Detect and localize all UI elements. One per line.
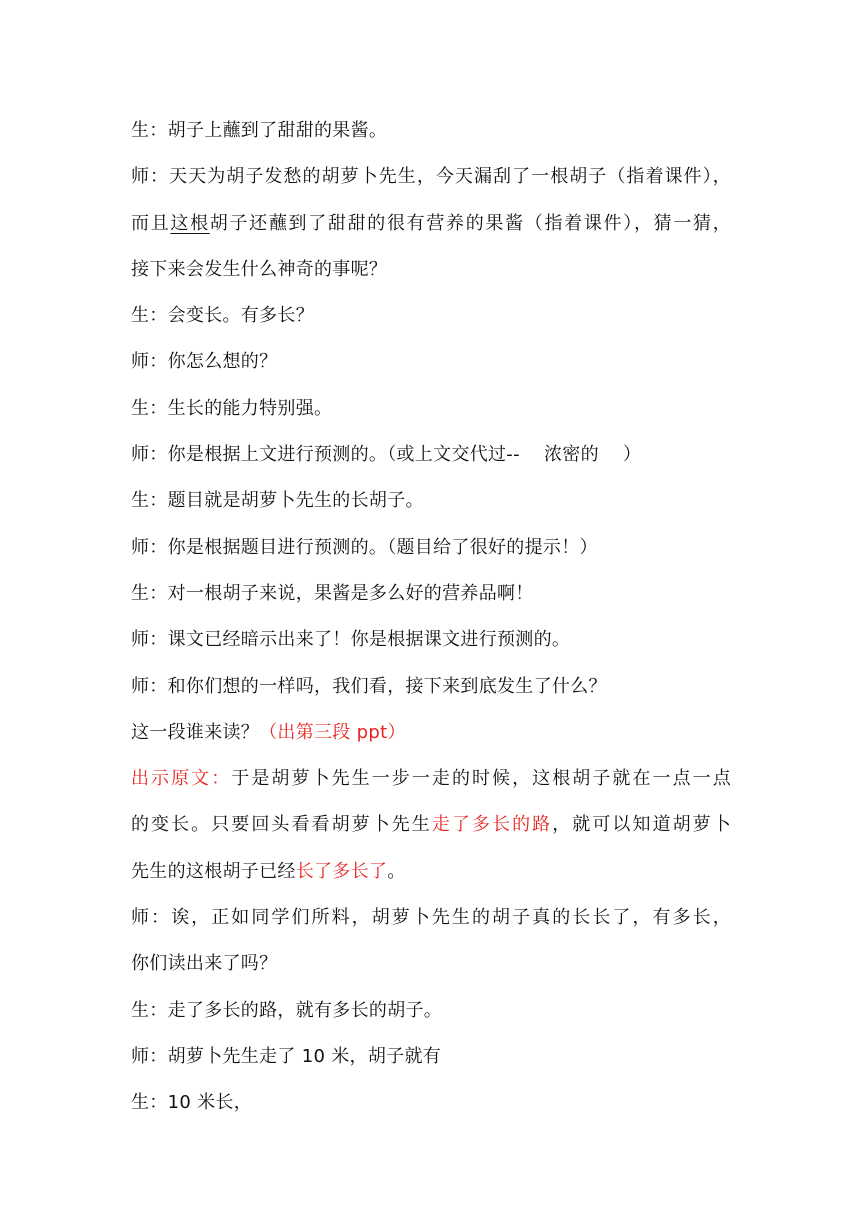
paragraph-line xyxy=(131,293,731,339)
paragraph-line xyxy=(131,339,731,385)
text-run: 生：生长的能力特别强。 xyxy=(131,397,333,419)
paragraph-line xyxy=(131,1080,731,1126)
text-run: 胡子还蘸到了甜甜的很有营养的果酱（指着课件），猜一猜， xyxy=(209,212,731,234)
paragraph-line xyxy=(131,571,731,617)
paragraph-line xyxy=(131,247,731,293)
text-run: 师：你是根据上文进行预测的。（或上文交代过-- 浓密的 ） xyxy=(131,444,642,466)
paragraph-line xyxy=(131,710,731,756)
red-highlight: 长了多长了 xyxy=(295,860,388,882)
text-run: 生：对一根胡子来说，果酱是多么好的营养品啊！ xyxy=(131,582,534,604)
paragraph-line xyxy=(131,386,731,432)
paragraph-line xyxy=(131,941,731,987)
paragraph-line xyxy=(131,988,731,1034)
text-run: 这一段谁来读？ xyxy=(131,721,260,743)
text-run: 的变长。只要回头看看胡萝卜先生 xyxy=(131,814,432,836)
paragraph-line xyxy=(131,849,731,895)
paragraph-line xyxy=(131,154,731,200)
text-run: 生：胡子上蘸到了甜甜的果酱。 xyxy=(131,120,388,141)
text-run: ，就可以知道胡萝卜 xyxy=(552,814,731,836)
text-run: 而且 xyxy=(131,212,171,234)
text-run: 生：走了多长的路，就有多长的胡子。 xyxy=(131,999,443,1021)
paragraph-line xyxy=(131,802,731,848)
text-run: 师：你怎么想的？ xyxy=(131,351,278,373)
paragraph-line xyxy=(131,525,731,571)
document-body xyxy=(131,108,731,1127)
text-run: 师：胡萝卜先生走了 10 米，胡子就有 xyxy=(131,1045,442,1067)
text-run: 生：10 米长， xyxy=(131,1092,253,1114)
text-run: 师：天天为胡子发愁的胡萝卜先生，今天漏刮了一根胡子（指着课件）， xyxy=(131,166,731,188)
paragraph-line xyxy=(131,478,731,524)
paragraph-line xyxy=(131,664,731,710)
paragraph-line xyxy=(131,756,731,802)
text-run: 生：会变长。有多长？ xyxy=(131,305,314,327)
text-run: 接下来会发生什么神奇的事呢？ xyxy=(131,258,388,280)
text-run: 师：课文已经暗示出来了！你是根据课文进行预测的。 xyxy=(131,629,571,651)
paragraph-line xyxy=(131,432,731,478)
paragraph-line xyxy=(131,895,731,941)
paragraph-line xyxy=(131,617,731,663)
paragraph-line xyxy=(131,201,731,247)
red-highlight: 走了多长的路 xyxy=(431,814,553,836)
underlined-text: 这根 xyxy=(170,212,210,234)
red-label: 出示原文： xyxy=(131,768,232,790)
text-run: 师：你是根据题目进行预测的。（题目给了很好的提示！） xyxy=(131,536,598,558)
text-run: 先生的这根胡子已经 xyxy=(131,860,296,882)
paragraph-line xyxy=(131,108,731,154)
text-run: 师：诶，正如同学们所料，胡萝卜先生的胡子真的长长了，有多长， xyxy=(131,907,731,929)
text-run: 于是胡萝卜先生一步一走的时候，这根胡子就在一点一点 xyxy=(231,768,732,790)
text-run: 生：题目就是胡萝卜先生的长胡子。 xyxy=(131,490,424,512)
paragraph-line xyxy=(131,1034,731,1080)
red-annotation: （出第三段 ppt） xyxy=(259,721,406,743)
text-run: 。 xyxy=(387,860,406,882)
text-run: 师：和你们想的一样吗，我们看，接下来到底发生了什么？ xyxy=(131,675,607,697)
text-run: 你们读出来了吗？ xyxy=(131,953,278,975)
